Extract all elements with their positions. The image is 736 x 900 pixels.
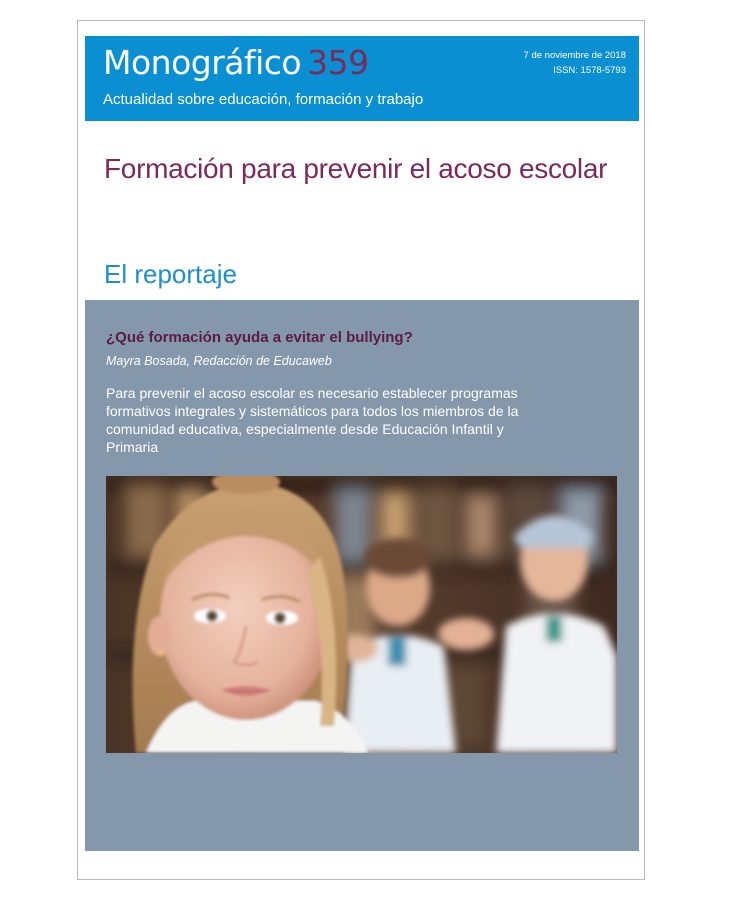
issue-date: 7 de noviembre de 2018 <box>523 50 626 61</box>
feature-author: Mayra Bosada, Redacción de Educaweb <box>106 354 332 368</box>
feature-heading[interactable]: ¿Qué formación ayuda a evitar el bullying? <box>106 329 413 346</box>
feature-summary: Para prevenir el acoso escolar es necesario establecer programas formativos integrales y sistemáticos para todos los miembros de la comunidad educativa, especialmente desde Educación Infantil y Primaria <box>106 385 519 455</box>
masthead <box>85 36 639 121</box>
feature-box <box>85 300 639 851</box>
main-title: Formación para prevenir el acoso escolar <box>104 153 608 184</box>
issue-number: 359 <box>307 43 369 82</box>
feature-photo <box>106 476 617 753</box>
tagline: Actualidad sobre educación, formación y trabajo <box>103 91 424 108</box>
section-title: El reportaje <box>104 259 237 289</box>
brand-logo <box>103 43 369 82</box>
brand-name: Monográfico <box>103 43 302 82</box>
issn: ISSN: 1578-5793 <box>553 65 626 76</box>
newsletter-page <box>77 20 645 880</box>
issue-meta <box>524 48 626 78</box>
